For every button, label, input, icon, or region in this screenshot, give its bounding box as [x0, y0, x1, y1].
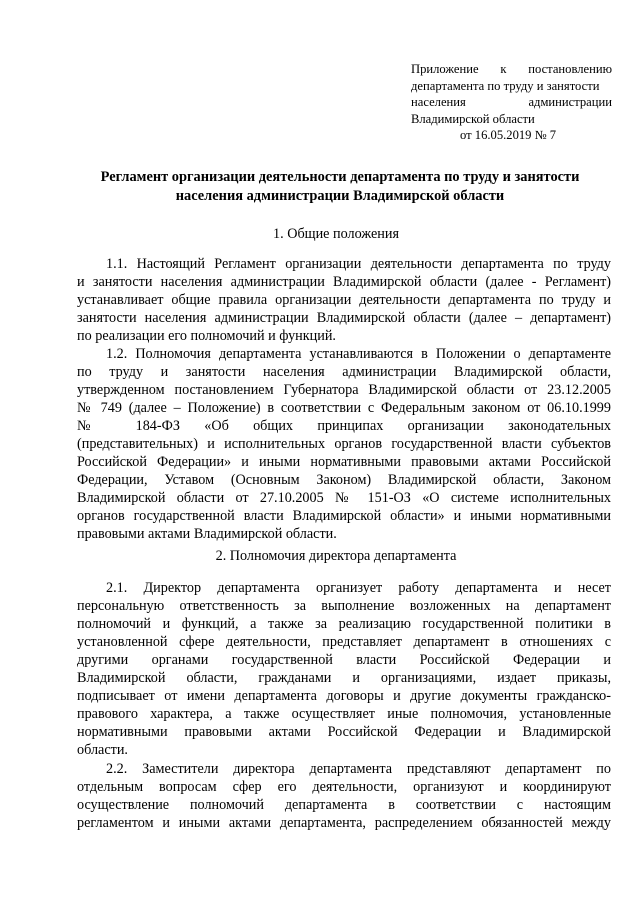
- annex-line: Приложение к постановлению: [411, 62, 612, 76]
- annex-date: от 16.05.2019 № 7: [460, 128, 557, 143]
- text-line: (представительных) и исполнительных органов государственной власти субъектов: [77, 436, 611, 453]
- text-line: 2.1. Директор департамента организует работу департамента и несет: [106, 580, 611, 596]
- text-line: правового характера, а также осуществляет иные полномочия, установленные: [77, 706, 611, 723]
- text-line: Федерации, Уставом (Основным Законом) Владимирской области, Законом: [77, 472, 611, 489]
- text-line: устанавливает общие правила организации деятельности департамента по труду и: [77, 292, 611, 309]
- annex-block: [411, 61, 612, 144]
- text-line: утвержденном постановлением Губернатора Владимирской области от 23.12.2005: [77, 382, 611, 399]
- text-line: 1.1. Настоящий Регламент организации деятельности департамента по труду: [106, 256, 611, 272]
- section-2-heading: 2. Полномочия директора департамента: [215, 548, 457, 564]
- text-line: осуществление полномочий департамента в соответствии с настоящим: [77, 797, 611, 814]
- paragraph-1-1: [77, 255, 611, 345]
- text-line: занятости населения администрации Владимирской области (далее – департамент): [77, 310, 611, 327]
- annex-line: департамента по труду и занятости: [411, 78, 600, 93]
- text-line: полномочий и функций, а также за реализацию государственной политики в: [77, 616, 611, 633]
- text-line: регламентом и иными актами департамента, распределением обязанностей между: [77, 815, 611, 832]
- title-line: населения администрации Владимирской области: [175, 188, 505, 204]
- text-line: 2.2. Заместители директора департамента представляют департамент по: [106, 761, 611, 777]
- text-line: области.: [77, 742, 128, 759]
- text-line: персональную ответственность за выполнение возложенных на департамент: [77, 598, 611, 615]
- text-line: Владимирской области от 27.10.2005 № 151-ОЗ «О системе исполнительных: [77, 490, 611, 507]
- section-1-heading: 1. Общие положения: [273, 226, 399, 242]
- text-line: по труду и занятости населения администрации Владимирской области,: [77, 364, 611, 381]
- text-line: нормативными правовыми актами Российской Федерации и Владимирской: [77, 724, 611, 741]
- document-title: [60, 168, 620, 206]
- text-line: по реализации его полномочий и функций.: [77, 328, 336, 345]
- text-line: 1.2. Полномочия департамента устанавливаются в Положении о департаменте: [106, 346, 611, 362]
- paragraph-2-2: [77, 760, 611, 832]
- text-line: Владимирской области, гражданами и организациями, издает приказы,: [77, 670, 611, 687]
- text-line: другими органами государственной власти Российской Федерации и: [77, 652, 611, 669]
- text-line: № 184-ФЗ «Об общих принципах организации законодательных: [77, 418, 611, 435]
- title-line: Регламент организации деятельности департамента по труду и занятости: [100, 169, 580, 185]
- text-line: установленной сфере деятельности, представляет департамент в отношениях с: [77, 634, 611, 651]
- annex-line: населения администрации: [411, 95, 612, 110]
- text-line: подписывает от имени департамента договоры и другие документы гражданско-: [77, 688, 611, 705]
- text-line: и занятости населения администрации Владимирской области (далее - Регламент): [77, 274, 611, 291]
- text-line: № 749 (далее – Положение) в соответствии с Федеральным законом от 06.10.1999: [77, 400, 611, 417]
- text-line: отдельным вопросам сфер его деятельности, организуют и координируют: [77, 779, 611, 796]
- paragraph-1-2: [77, 345, 611, 544]
- text-line: Российской Федерации» и иными нормативными правовыми актами Российской: [77, 454, 611, 471]
- paragraph-2-1: [77, 579, 611, 759]
- text-line: правовыми актами Владимирской области.: [77, 526, 337, 543]
- text-line: органов государственной власти Владимирской области» и иными нормативными: [77, 508, 611, 525]
- annex-line: Владимирской области: [411, 111, 535, 126]
